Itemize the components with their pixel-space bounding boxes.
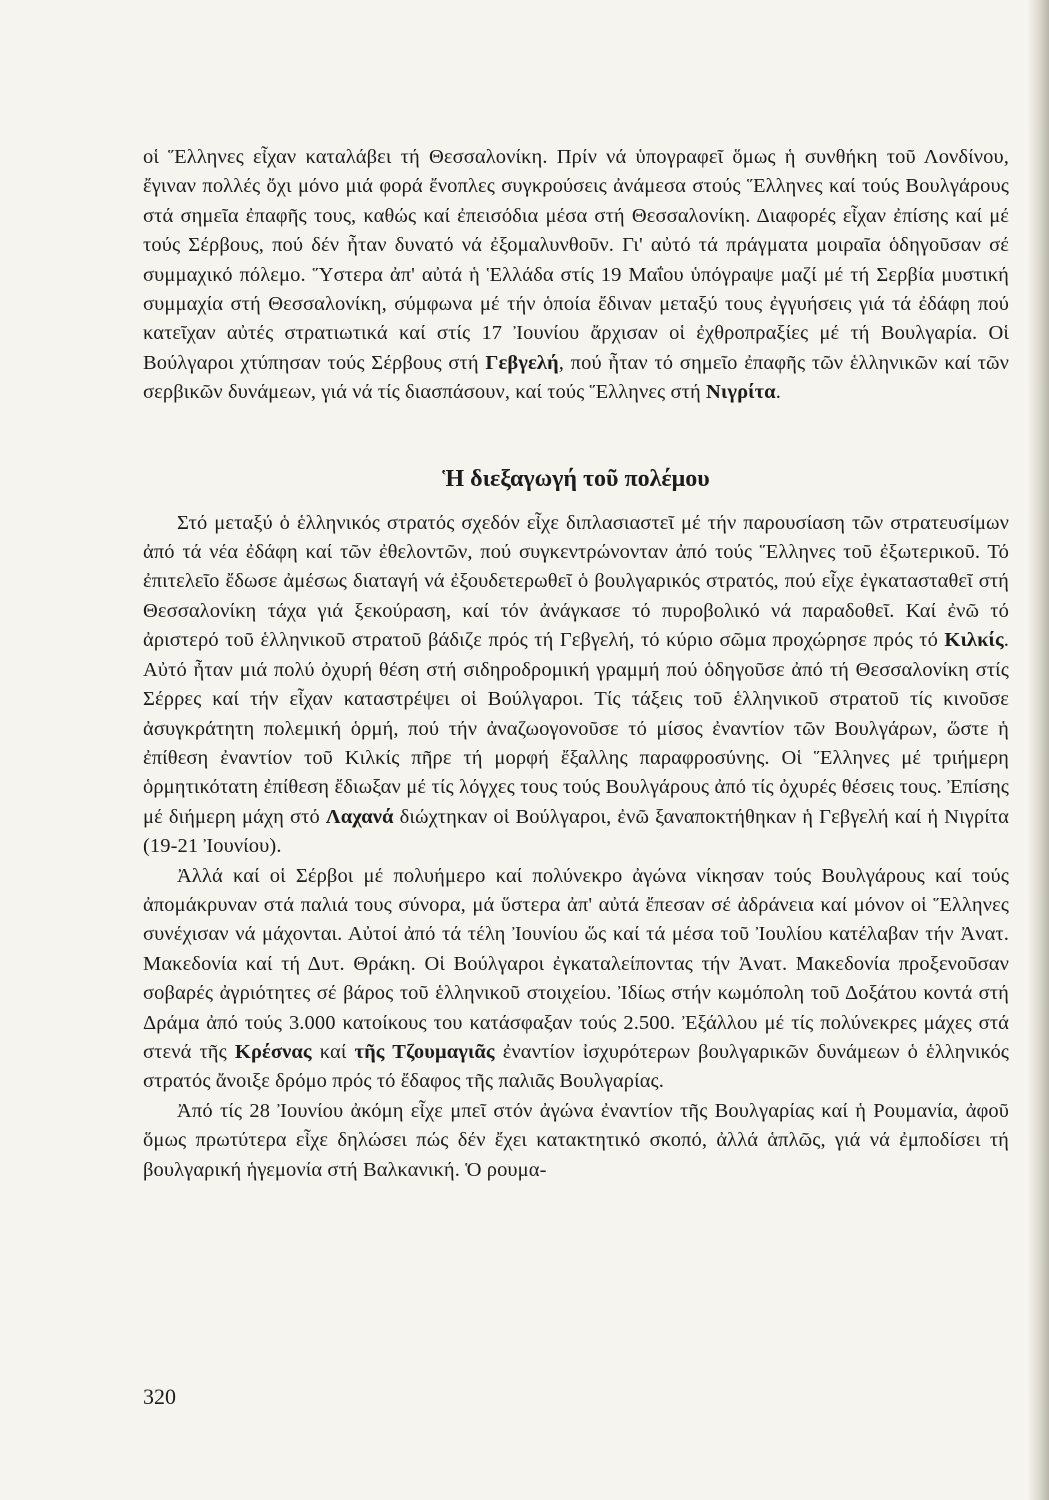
place-gevgeli: Γεβγελή xyxy=(485,351,559,374)
place-lachanas: Λαχανά xyxy=(325,805,394,828)
paragraph-1: οἱ Ἕλληνες εἶχαν καταλάβει τή Θεσσαλονίκη. Πρίν νά ὑπογραφεῖ ὅμως ἡ συνθήκη τοῦ Λονδίνου, ἔγιναν πολλές ὄχι μόνο μιά φορά ἔνοπλες συγκρούσεις ἀνάμεσα στούς Ἕλληνες καί τούς Βουλγάρους στά σημεῖα ἐπαφῆς τους, καθώς καί ἐπεισόδια μέσα στή Θεσσαλονίκη. Διαφορές εἶχαν ἐπίσης καί μέ τούς Σέρβους, πού δέν ἦταν δυνατό νά ἐξομαλυνθοῦν. Γι' αὐτό τά πράγματα μοιραῖα ὁδηγοῦσαν σέ συμμαχικό πόλεμο. Ὕστερα ἀπ' αὐτά ἡ Ἑλλάδα στίς 19 Μαΐου ὑπόγραψε μαζί μέ τή Σερβία μυστική συμμαχία στή Θεσσαλονίκη, σύμφωνα μέ τήν ὁποία ἔδιναν μεταξύ τους ἐγγυήσεις γιά τά ἐδάφη πού κατεῖχαν αὐτές στρατιωτικά καί στίς 17 Ἰουνίου ἄρχισαν οἱ ἐχθροπραξίες μέ τή Βουλγαρία. Οἱ Βούλγαροι χτύπησαν τούς Σέρβους στή Γεβγελή, πού ἦταν τό σημεῖο ἐπαφῆς τῶν ἑλληνικῶν καί τῶν σερβικῶν δυνάμεων, γιά νά τίς διασπάσουν, καί τούς Ἕλληνες στή Νιγρίτα. xyxy=(143,146,1009,404)
paragraph-4: Ἀπό τίς 28 Ἰουνίου ἀκόμη εἶχε μπεῖ στόν ἀγώνα ἐναντίον τῆς Βουλγαρίας καί ἡ Ρουμανία, ἀφοῦ ὅμως πρωτύτερα εἶχε δηλώσει πώς δέν ἔχει κατακτητικό σκοπό, ἀλλά ἁπλῶς, γιά νά ἐμποδίσει τή βουλγαρική ἡγεμονία στή Βαλκανική. Ὁ ρουμα- xyxy=(143,1099,1009,1181)
page-edge-shadow xyxy=(1027,0,1049,1500)
place-kresna: Κρέσνας xyxy=(234,1040,312,1063)
place-tzoumagia: τῆς Τζουμαγιᾶς xyxy=(354,1040,495,1063)
page-body xyxy=(143,143,1009,1185)
paragraph-2: Στό μεταξύ ὁ ἑλληνικός στρατός σχεδόν εἶχε διπλασιαστεῖ μέ τήν παρουσίαση τῶν στρατευσίμων ἀπό τά νέα ἐδάφη καί τῶν ἐθελοντῶν, πού συγκεντρώνονταν ἀπό τούς Ἕλληνες τοῦ ἐξωτερικοῦ. Τό ἐπιτελεῖο ἔδωσε ἀμέσως διαταγή νά ἐξουδετερωθεῖ ὁ βουλγαρικός στρατός, πού εἶχε ἐγκατασταθεῖ στή Θεσσαλονίκη τάχα γιά ξεκούραση, καί τόν ἀνάγκασε τό πυροβολικό νά παραδοθεῖ. Καί ἐνῶ τό ἀριστερό τοῦ ἑλληνικοῦ στρατοῦ βάδιζε πρός τή Γεβγελή, τό κύριο σῶμα προχώρησε πρός τό Κιλκίς. Αὐτό ἦταν μιά πολύ ὀχυρή θέση στή σιδηροδρομική γραμμή πού ὁδηγοῦσε ἀπό τή Θεσσαλονίκη στίς Σέρρες καί τήν εἶχαν καταστρέψει οἱ Βούλγαροι. Τίς τάξεις τοῦ ἑλληνικοῦ στρατοῦ τίς κινοῦσε ἀσυγκράτητη πολεμική ὁρμή, πού τήν ἀναζωογονοῦσε τό μίσος ἐναντίον τῶν Βουλγάρων, ὥστε ἡ ἐπίθεση ἐναντίον τοῦ Κιλκίς πῆρε τή μορφή ἔξαλλης παραφροσύνης. Οἱ Ἕλληνες μέ τριήμερη ὁρμητικότατη ἐπίθεση ἔδιωξαν μέ τίς λόγχες τους τούς Βουλγάρους ἀπό τίς ὀχυρές θέσεις τους. Ἐπίσης μέ διήμερη μάχη στό Λαχανά διώχτηκαν οἱ Βούλγαροι, ἐνῶ ξαναποκτήθηκαν ἡ Γεβγελή καί ἡ Νιγρίτα (19-21 Ἰουνίου). xyxy=(143,511,1009,858)
place-kilkis: Κιλκίς xyxy=(944,629,1004,652)
place-nigrita: Νιγρίτα xyxy=(706,381,776,404)
section-heading: Ἡ διεξαγωγή τοῦ πολέμου xyxy=(442,465,710,492)
paragraph-3: Ἀλλά καί οἱ Σέρβοι μέ πολυήμερο καί πολύνεκρο ἀγώνα νίκησαν τούς Βουλγάρους καί τούς ἀπομάκρυναν στά παλιά τους σύνορα, μά ὕστερα ἀπ' αὐτά ἔπεσαν σέ ἀδράνεια καί μόνον οἱ Ἕλληνες συνέχισαν νά μάχονται. Αὐτοί ἀπό τά τέλη Ἰουνίου ὥς καί τά μέσα τοῦ Ἰουλίου κατέλαβαν τήν Ἀνατ. Μακεδονία καί τή Δυτ. Θράκη. Οἱ Βούλγαροι ἐγκαταλείποντας τήν Ἀνατ. Μακεδονία προξενοῦσαν σοβαρές ἀγριότητες σέ βάρος τοῦ ἑλληνικοῦ στοιχείου. Ἰδίως στήν κωμόπολη τοῦ Δοξάτου κοντά στή Δράμα ἀπό τούς 3.000 κατοίκους του κατάσφαξαν τούς 2.500. Ἐξάλλου μέ τίς πολύνεκρες μάχες στά στενά τῆς Κρέσνας καί τῆς Τζουμαγιᾶς ἐναντίον ἰσχυρότερων βουλγαρικῶν δυνάμεων ὁ ἑλληνικός στρατός ἄνοιξε δρόμο πρός τό ἔδαφος τῆς παλιᾶς Βουλγαρίας. xyxy=(143,864,1010,1093)
page-number: 320 xyxy=(143,1384,176,1409)
